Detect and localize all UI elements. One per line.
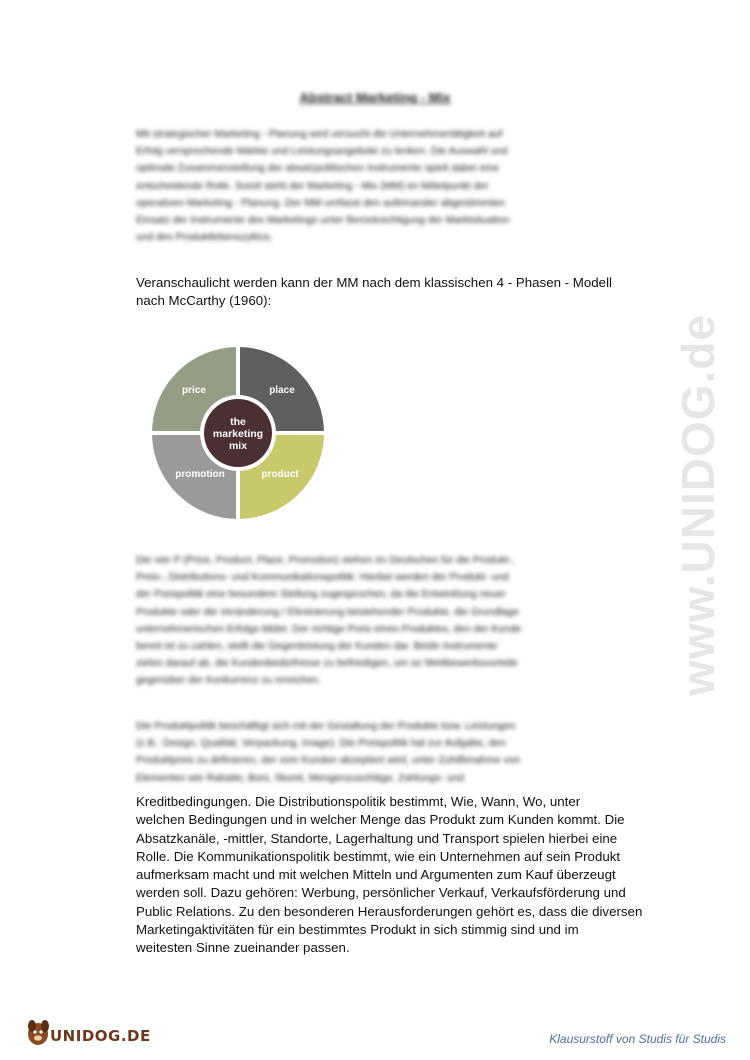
footer-tagline: Klausurstoff von Studis für Studis (549, 1032, 726, 1046)
site-watermark: www.UNIDOG.de (672, 314, 724, 696)
text-line: weitesten Sinne zueinander passen. (136, 940, 350, 956)
text-line: (z.B.: Design, Qualität, Verpackung, Image). Die Preispolitik hat zur Aufgabe, den (136, 738, 506, 750)
text-line: operativen Marketing - Planung. Der MM umfasst den aufeinander abgestimmten (136, 197, 506, 209)
text-line: Einsatz der Instrumente des Marketings unter Berücksichtigung der Marktsituation (136, 215, 510, 227)
text-line: Produktpreis zu definieren, der vom Kunden akzeptiert wird, unter Zuhilfenahme von (136, 755, 521, 767)
text-line: Mit strategischer Marketing - Planung wird versucht die Unternehmertätigkeit auf (136, 129, 503, 140)
text-line: Kreditbedingungen. Die Distributionspolitik bestimmt, Wie, Wann, Wo, unter (136, 794, 581, 809)
page-title: Abstract Marketing - Mix (299, 90, 451, 105)
diagram-center-label: the (230, 416, 246, 428)
text-line: Absatzkanäle, -mittler, Standorte, Lagerhaltung und Transport spielen hierbei eine (136, 830, 618, 846)
model-intro-paragraph (136, 274, 666, 311)
quadrant-label-product: product (261, 469, 299, 480)
text-line: Preis-, Distributions- und Kommunikationspolitik. Hierbei werden der Produkt- und (136, 572, 509, 584)
text-line: Die Produktpolitik beschäftigt sich mit der Gestaltung der Produkte bzw. Leistungen (136, 721, 516, 732)
diagram-center-label: marketing (212, 428, 264, 440)
four-p-paragraph (136, 552, 666, 690)
text-line: Erfolg versprechende Märkte und Leistungsangebote zu lenken. Die Auswahl und (136, 146, 508, 158)
text-line: Rolle. Die Kommunikationspolitik bestimmt, wie ein Unternehmen auf sein Produkt (136, 848, 621, 864)
logo-text: UNIDOG.DE (50, 1027, 151, 1045)
text-line: optimale Zusammenstellung der absatzpolitischen Instrumente spielt dabei eine (136, 163, 499, 175)
text-line: Elementen wie Rabatte, Boni, Skonti, Mengenzuschläge, Zahlungs- und (136, 772, 464, 784)
text-line: Die vier P (Price, Product, Place, Promotion) stehen im Deutschen für die Produkt-, (136, 555, 515, 566)
text-line: Veranschaulicht werden kann der MM nach dem klassischen 4 - Phasen - Modell (136, 275, 612, 290)
quadrant-label-promotion: promotion (175, 469, 225, 480)
text-line: welchen Bedingungen und in welcher Menge das Produkt zum Kunden kommt. Die (136, 812, 625, 828)
intro-paragraph (136, 126, 666, 246)
policy-paragraph-visible (136, 793, 666, 958)
text-line: Marketingaktivitäten für ein bestimmtes Produkt in sich stimmig sind und im (136, 922, 579, 938)
marketing-mix-diagram (146, 340, 330, 526)
text-line: zielen darauf ab, die Kundenbedürfnisse zu befriedigen, um so Wettbewerbsvorteile (136, 658, 518, 670)
text-line: nach McCarthy (1960): (136, 293, 272, 309)
quadrant-label-place: place (269, 385, 295, 396)
quadrant-label-price: price (182, 385, 206, 396)
text-line: gegenüber der Konkurrenz zu erreichen. (136, 675, 321, 687)
text-line: bereit ist zu zahlen, stellt die Gegenleistung der Kunden dar. Beide Instrumente (136, 641, 498, 653)
text-line: Produkte oder die Veränderung / Eliminierung bestehender Produkte, die Grundlage (136, 606, 519, 618)
text-line: unternehmerischen Erfolgs bildet. Der richtige Preis eines Produktes, den der Kunde (136, 623, 522, 635)
policy-paragraph-blurred (136, 718, 666, 787)
text-line: der Preispolitik eine besondere Stellung zugesprochen, da die Entwicklung neuer (136, 589, 506, 601)
text-line: werden soll. Dazu gehören: Werbung, persönlicher Verkauf, Verkaufsförderung und (136, 885, 626, 901)
text-line: aufmerksam macht und mit welchen Mitteln und Argumenten zum Kauf überzeugt (136, 867, 616, 883)
text-line: Public Relations. Zu den besonderen Herausforderungen gehört es, dass die diversen (136, 903, 643, 919)
diagram-center-label: mix (228, 440, 248, 452)
text-line: entscheidende Rolle. Somit steht der Marketing - Mix (MM) im Mittelpunkt der (136, 180, 489, 192)
text-line: und des Produktlebenszyklus. (136, 232, 273, 244)
